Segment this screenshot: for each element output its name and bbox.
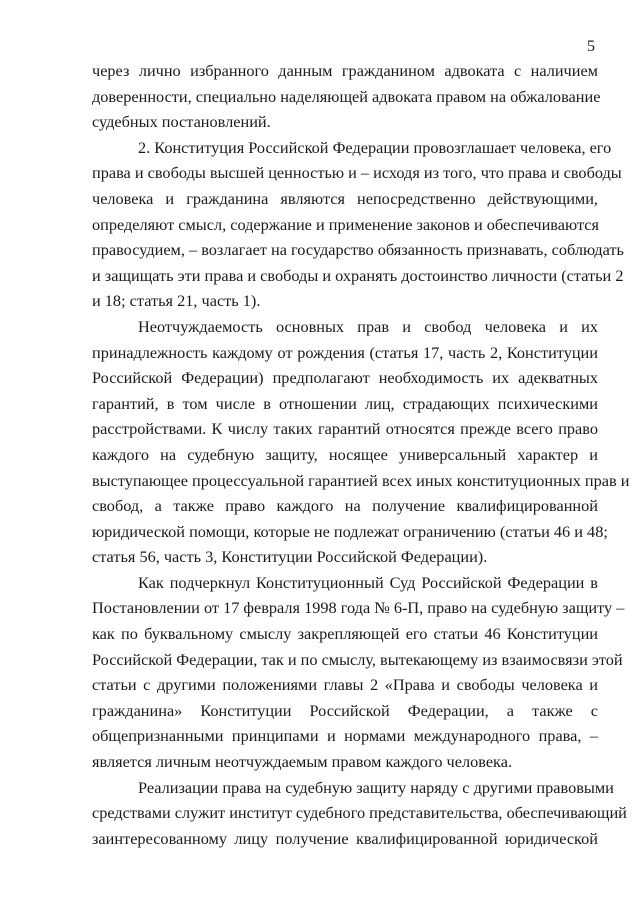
text-line: правосудием, – возлагает на государство обязанность признавать, соблюдать — [92, 240, 624, 260]
text-line: выступающее процессуальной гарантией всех иных конституционных прав и — [92, 470, 630, 490]
text-line: Постановлении от 17 февраля 1998 года № 6-П, право на судебную защиту – — [92, 598, 625, 618]
text-line: принадлежность каждому от рождения (статья 17, часть 2, Конституции — [92, 342, 598, 362]
text-line: гарантий, в том числе в отношении лиц, страдающих психическими — [92, 393, 598, 413]
paragraph — [92, 775, 627, 852]
text-line: статья 56, часть 3, Конституции Российской Федерации). — [92, 547, 488, 567]
text-line: через лично избранного данным гражданином адвоката с наличием — [92, 61, 598, 80]
text-line: определяют смысл, содержание и применение законов и обеспечиваются — [92, 214, 599, 234]
paragraph — [92, 570, 625, 775]
text-line: юридической помощи, которые не подлежат ограничению (статьи 46 и 48; — [92, 521, 608, 541]
text-line: судебных постановлений. — [92, 112, 271, 132]
text-line: и 18; статья 21, часть 1). — [92, 291, 261, 311]
paragraph — [92, 314, 630, 570]
paragraph — [92, 58, 601, 135]
text-line: является личным неотчуждаемым правом каждого человека. — [92, 752, 513, 772]
text-line: Реализации права на судебную защиту наряду с другими правовыми — [138, 777, 614, 797]
text-line: Как подчеркнул Конституционный Суд Российской Федерации в — [138, 572, 598, 592]
text-line: общепризнанными принципами и нормами международного права, – — [92, 726, 598, 746]
text-line: гражданина» Конституции Российской Федерации, а также с — [92, 700, 598, 720]
text-line: средствами служит институт судебного представительства, обеспечивающий — [92, 803, 627, 823]
document-body — [92, 58, 630, 851]
text-line: расстройствами. К числу таких гарантий относятся прежде всего право — [92, 419, 598, 439]
text-line: свобод, а также право каждого на получение квалифицированной — [92, 496, 598, 516]
text-line: и защищать эти права и свободы и охранять достоинство личности (статьи 2 — [92, 265, 624, 285]
text-line: Российской Федерации, так и по смыслу, вытекающему из взаимосвязи этой — [92, 649, 623, 669]
text-line: заинтересованному лицу получение квалифицированной юридической — [92, 828, 598, 848]
text-line: каждого на судебную защиту, носящее универсальный характер и — [92, 444, 598, 464]
text-line: Российской Федерации) предполагают необходимость их адекватных — [92, 368, 598, 388]
text-line: человека и гражданина являются непосредственно действующими, — [92, 188, 598, 208]
text-line: как по буквальному смыслу закрепляющей его статьи 46 Конституции — [92, 624, 598, 644]
text-line: 2. Конституция Российской Федерации провозглашает человека, его — [138, 137, 612, 157]
text-line: доверенности, специально наделяющей адвоката правом на обжалование — [92, 86, 601, 106]
paragraph — [92, 135, 624, 314]
text-line: Неотчуждаемость основных прав и свобод человека и их — [138, 316, 598, 336]
page-number: 5 — [587, 38, 595, 55]
text-line: статьи с другими положениями главы 2 «Права и свободы человека и — [92, 675, 598, 695]
text-line: права и свободы высшей ценностью и – исходя из того, что права и свободы — [92, 163, 622, 183]
